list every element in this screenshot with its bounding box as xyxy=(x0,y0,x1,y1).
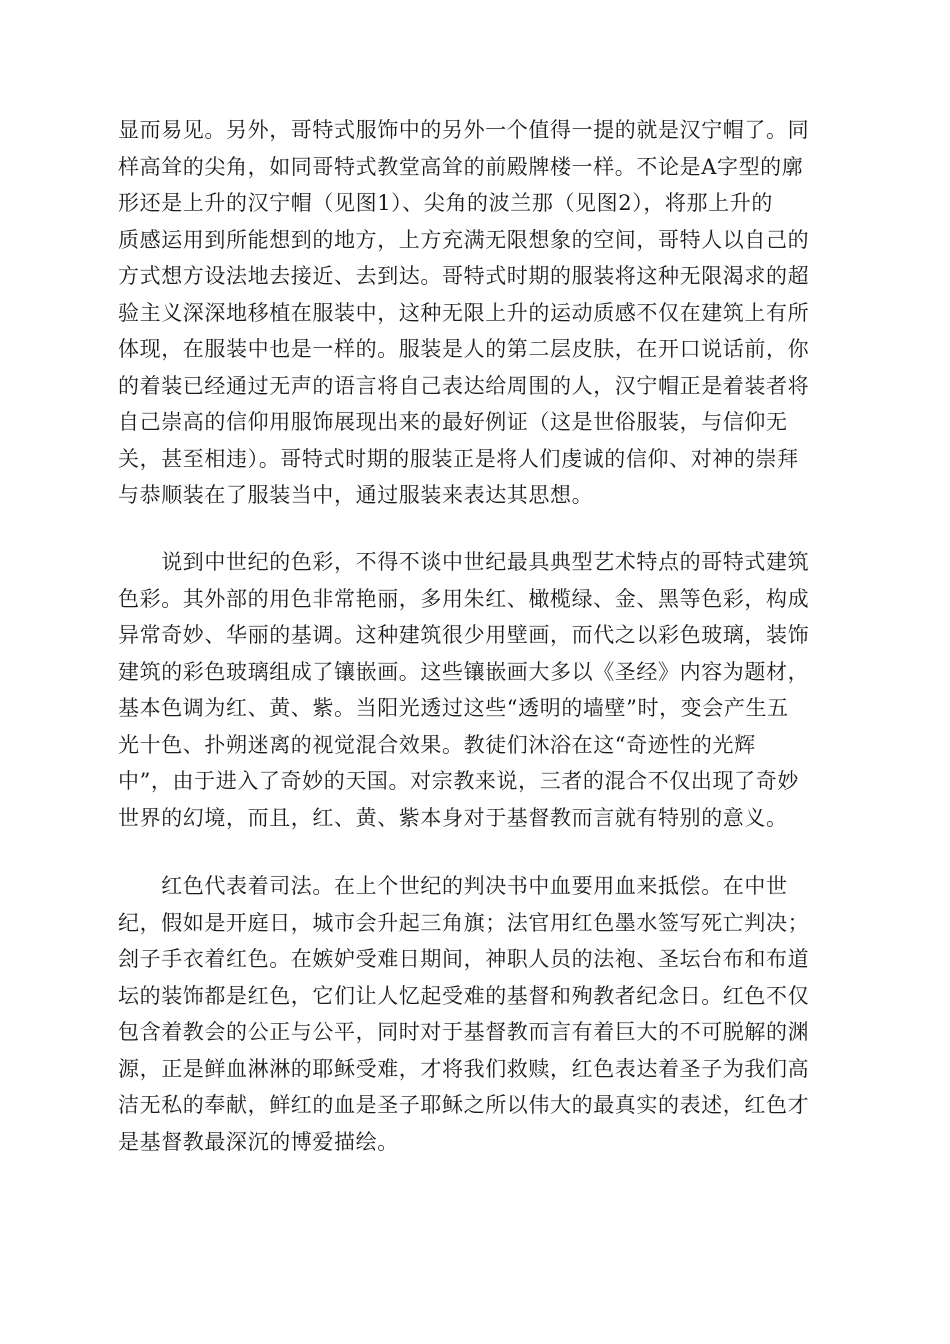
paragraph-red-meaning xyxy=(118,868,834,1160)
text-line: 自己崇高的信仰用服饰展现出来的最好例证（这是世俗服装，与信仰无 xyxy=(118,410,788,434)
text-line: 体现，在服装中也是一样的。服装是人的第二层皮肤，在开口说话前，你 xyxy=(118,337,810,361)
paragraph-hennin-hat xyxy=(118,112,834,514)
text-line: 说到中世纪的色彩，不得不谈中世纪最具典型艺术特点的哥特式建筑 xyxy=(118,550,810,574)
text-line: 刽子手衣着红色。在嫉妒受难日期间，神职人员的法袍、圣坛台布和布道 xyxy=(118,947,810,971)
text-line: 红色代表着司法。在上个世纪的判决书中血要用血来抵偿。在中世 xyxy=(118,874,788,898)
text-line: 基本色调为红、黄、紫。当阳光透过这些“透明的墙壁”时，变会产生五 xyxy=(118,696,789,720)
text-line: 显而易见。另外，哥特式服饰中的另外一个值得一提的就是汉宁帽了。同 xyxy=(118,118,810,142)
text-line: 源，正是鲜血淋淋的耶稣受难，才将我们救赎，红色表达着圣子为我们高 xyxy=(118,1056,810,1081)
text-line: 包含着教会的公正与公平，同时对于基督教而言有着巨大的不可脱解的渊 xyxy=(118,1020,810,1044)
text-line: 与恭顺装在了服装当中，通过服装来表达其思想。 xyxy=(118,483,594,507)
text-line: 质感运用到所能想到的地方，上方充满无限想象的空间，哥特人以自己的 xyxy=(118,227,810,252)
text-line: 方式想方设法地去接近、去到达。哥特式时期的服装将这种无限渴求的超 xyxy=(118,264,810,288)
text-line: 中”，由于进入了奇妙的天国。对宗教来说，三者的混合不仅出现了奇妙 xyxy=(118,769,799,793)
paragraph-gothic-colors xyxy=(118,544,834,836)
text-line: 坛的装饰都是红色，它们让人忆起受难的基督和殉教者纪念日。红色不仅 xyxy=(118,983,810,1008)
text-line: 关，甚至相违）。哥特式时期的服装正是将人们虔诚的信仰、对神的崇拜 xyxy=(118,446,799,471)
text-line: 世界的幻境，而且，红、黄、紫本身对于基督教而言就有特别的意义。 xyxy=(118,805,788,830)
text-line: 建筑的彩色玻璃组成了镶嵌画。这些镶嵌画大多以《圣经》内容为题材， xyxy=(118,659,810,684)
text-line: 纪，假如是开庭日，城市会升起三角旗；法官用红色墨水签写死亡判决； xyxy=(118,910,810,935)
text-line: 样高耸的尖角，如同哥特式教堂高耸的前殿牌楼一样。不论是A字型的廓 xyxy=(118,154,804,179)
text-line: 验主义深深地移植在服装中，这种无限上升的运动质感不仅在建筑上有所 xyxy=(118,300,810,325)
text-line: 色彩。其外部的用色非常艳丽，多用朱红、橄榄绿、金、黑等色彩，构成 xyxy=(118,586,810,611)
text-line: 洁无私的奉献，鲜红的血是圣子耶稣之所以伟大的最真实的表述，红色才 xyxy=(118,1093,810,1117)
text-line: 异常奇妙、华丽的基调。这种建筑很少用壁画，而代之以彩色玻璃，装饰 xyxy=(118,623,810,647)
text-line: 形还是上升的汉宁帽（见图1）、尖角的波兰那（见图2），将那上升的 xyxy=(118,191,773,215)
text-line: 是基督教最深沉的博爱描绘。 xyxy=(118,1129,399,1154)
text-line: 光十色、扑朔迷离的视觉混合效果。教徒们沐浴在这“奇迹性的光辉 xyxy=(118,732,756,757)
text-line: 的着装已经通过无声的语言将自己表达给周围的人，汉宁帽正是着装者将 xyxy=(118,373,810,398)
